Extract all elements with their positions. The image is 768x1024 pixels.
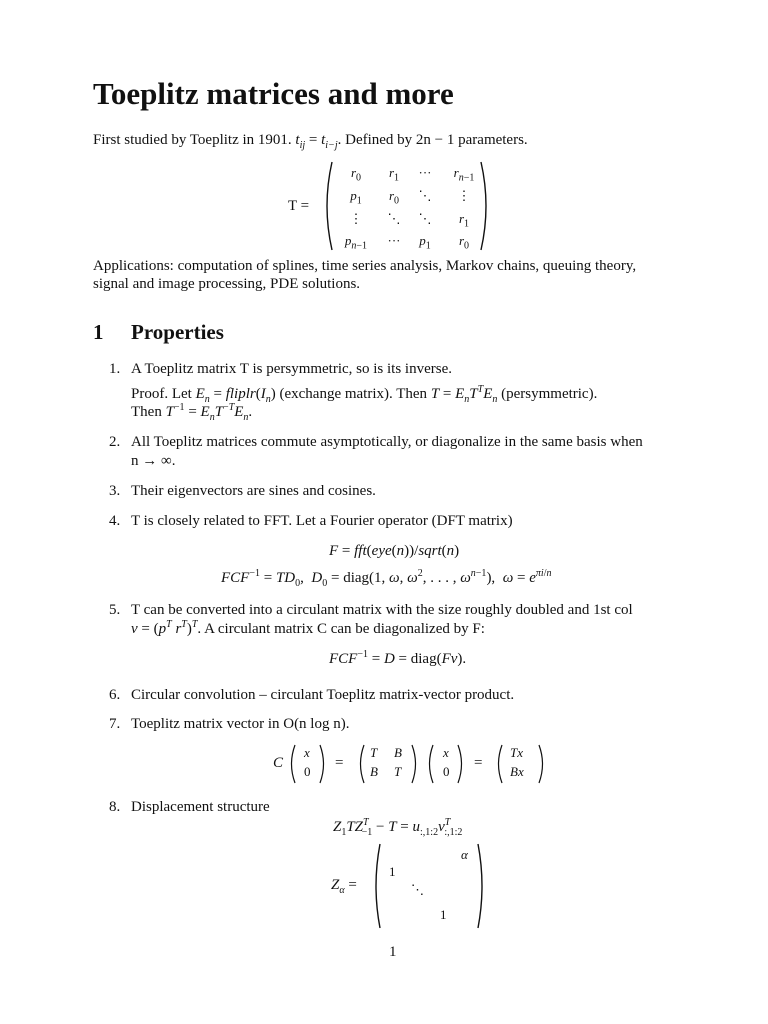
- eq-cell: T: [394, 764, 402, 779]
- eq-cell: T: [370, 745, 378, 760]
- item-text: Their eigenvectors are sines and cosines.: [131, 483, 376, 499]
- matrix-cell: ⋱: [418, 211, 432, 226]
- matrix-cell: $r_1$: [388, 165, 400, 184]
- matrix-cell: $r_0$: [350, 165, 362, 184]
- item-text: Displacement structure: [131, 799, 270, 815]
- matrix-cell: $p_1$: [350, 188, 362, 207]
- eq-cell: x: [443, 745, 449, 760]
- eq-paren: [425, 744, 435, 784]
- matrix-cell: ⋱: [418, 188, 432, 203]
- eq-paren: [410, 744, 420, 784]
- item-number: 3.: [109, 483, 121, 499]
- intro-text-b: Defined by 2n − 1 parameters.: [345, 132, 528, 148]
- proof-text-then: Then: [131, 404, 162, 420]
- intro-formula: $t_{ij} = t_{i-j}$.: [295, 132, 342, 151]
- item-number: 1.: [109, 361, 121, 377]
- page-number: 1: [389, 944, 397, 960]
- matrix-cell: ···: [387, 233, 401, 248]
- section-title: Properties: [131, 320, 224, 344]
- eq-paren: [318, 744, 328, 784]
- matrix-cell: $p_1$: [419, 233, 431, 252]
- z-cell-alpha: α: [461, 847, 468, 862]
- proof-text-a: Proof. Let: [131, 386, 192, 402]
- eq-cell: Bx: [510, 764, 524, 779]
- item-5-text: A circulant matrix C can be diagonalized by F:: [204, 621, 485, 637]
- z-cell-ddots: ⋱: [411, 882, 424, 897]
- proof-line-1: Proof. Let $E_n$ = $fliplr(I_n)$ (exchange matrix). Then $T = E_nT^TE_n$ (persymmetric).: [131, 384, 598, 405]
- matrix-cell: $p_{n-1}$: [344, 233, 368, 252]
- item-number: 5.: [109, 602, 121, 618]
- matrix-cell: ···: [418, 165, 432, 180]
- proof-text-b: (exchange matrix). Then: [279, 386, 428, 402]
- eq-paren: [537, 744, 547, 784]
- matrix-cell: $r_{n-1}$: [453, 165, 475, 184]
- eq-paren: [456, 744, 466, 784]
- eq-equals: =: [335, 755, 344, 771]
- intro-line: [93, 131, 528, 150]
- item-number: 8.: [109, 799, 121, 815]
- eq-cell: B: [370, 764, 378, 779]
- equation-fcf: $FCF^{-1} = TD_0$, $D_0$ = diag(1, ω, $\omega^2$, . . . , $\omega^{n-1}$), $\omega = e^{\pi i/n}$: [221, 568, 552, 589]
- eq-c: C: [273, 755, 284, 771]
- z-cell-one: 1: [389, 864, 396, 879]
- matrix-lhs: T =: [288, 198, 310, 214]
- matrix-cell: ⋱: [387, 211, 401, 226]
- eq-paren: [356, 744, 366, 784]
- equation-displacement: $Z_1TZ^T_{-1} - T = u_{:,1:2}v^T_{:,1:2}$: [333, 817, 463, 838]
- eq-cell: 0: [304, 764, 311, 779]
- z-alpha-lhs: $Z_\alpha$ =: [331, 877, 357, 896]
- item-text: T is closely related to FFT. Let a Fourier operator (DFT matrix): [131, 513, 513, 529]
- item-2-line-2: n → ∞.: [131, 453, 176, 469]
- equation-circulant: $FCF^{-1} = D$ = diag(Fv).: [329, 649, 467, 667]
- matrix-left-paren: [320, 160, 334, 252]
- eq-cell: 0: [443, 764, 450, 779]
- z-cell-one: 1: [440, 907, 447, 922]
- item-number: 7.: [109, 716, 121, 732]
- proof-text-c: (persymmetric).: [501, 386, 598, 402]
- z-right-paren: [476, 842, 488, 930]
- z-left-paren: [370, 842, 382, 930]
- proof-line-2: Then $T^{-1} = E_nT^{-T}E_n$.: [131, 402, 253, 423]
- matrix-cell: ⋮: [457, 188, 471, 203]
- section-heading: [93, 318, 224, 346]
- matrix-cell: $r_0$: [458, 233, 470, 252]
- eq-cell: Tx: [510, 745, 523, 760]
- item-text: A Toeplitz matrix T is persymmetric, so is its inverse.: [131, 361, 452, 377]
- equation-fft: F = fft(eye(n))/sqrt(n): [329, 543, 460, 559]
- eq-cell: B: [394, 745, 402, 760]
- item-text-line-1: T can be converted into a circulant matrix with the size roughly doubled and 1st col: [131, 602, 633, 618]
- intro-text-a: First studied by Toeplitz in 1901.: [93, 132, 292, 148]
- applications-line-1: Applications: computation of splines, time series analysis, Markov chains, queuing theory,: [93, 258, 637, 274]
- item-number: 4.: [109, 513, 121, 529]
- item-5-line-2: $v = (p^T$ $r^T)^T$. A circulant matrix C can be diagonalized by F:: [131, 619, 485, 637]
- eq-equals: =: [474, 755, 483, 771]
- eq-paren: [494, 744, 504, 784]
- section-number: 1: [93, 320, 104, 344]
- eq-paren: [287, 744, 297, 784]
- applications-line-2: signal and image processing, PDE solutions.: [93, 276, 361, 292]
- eq-cell: x: [304, 745, 310, 760]
- item-number: 6.: [109, 687, 121, 703]
- matrix-cell: ⋮: [349, 211, 363, 226]
- matrix-cell: $r_0$: [388, 188, 400, 207]
- item-text-line-1: All Toeplitz matrices commute asymptotically, or diagonalize in the same basis when: [131, 434, 643, 450]
- page-title: Toeplitz matrices and more: [93, 76, 454, 111]
- item-text: Circular convolution – circulant Toeplitz matrix-vector product.: [131, 687, 515, 703]
- matrix-cell: $r_1$: [458, 211, 470, 230]
- item-number: 2.: [109, 434, 121, 450]
- item-text: Toeplitz matrix vector in O(n log n).: [131, 716, 350, 732]
- matrix-right-paren: [479, 160, 493, 252]
